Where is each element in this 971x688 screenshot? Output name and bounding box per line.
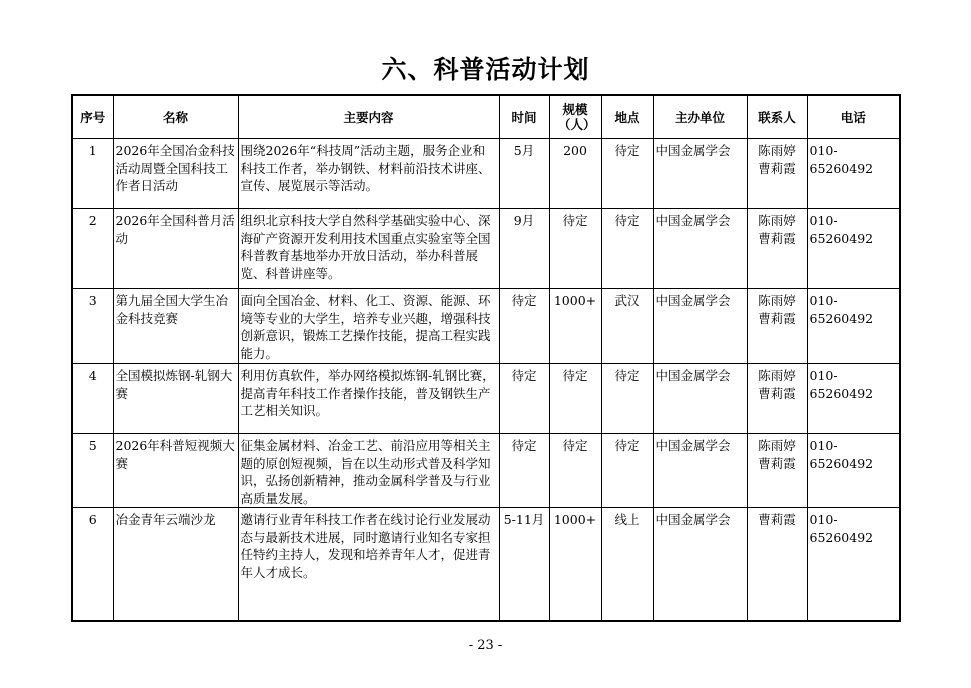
table-row: [72, 508, 900, 622]
cell-scale: 待定: [549, 209, 601, 289]
cell-place: 待定: [601, 364, 653, 434]
page-number: - 23 -: [468, 638, 503, 653]
cell-name: 2026年科普短视频大赛: [113, 434, 238, 508]
contact-name: 曹莉霞: [758, 385, 796, 401]
header-scale-text: 规模（人）: [558, 102, 596, 132]
cell-name: 冶金青年云端沙龙: [113, 508, 238, 622]
cell-name: 2026年全国科普月活动: [113, 209, 238, 289]
contact-name: 曹莉霞: [758, 160, 796, 176]
cell-time: 待定: [499, 434, 549, 508]
table-row: [72, 139, 900, 209]
contact-name: 陈雨婷: [758, 143, 796, 158]
cell-organizer: 中国金属学会: [653, 139, 747, 209]
cell-scale: 待定: [549, 364, 601, 434]
cell-place: 待定: [601, 209, 653, 289]
cell-no: 4: [72, 364, 113, 434]
table-row: [72, 364, 900, 434]
table-row: [72, 209, 900, 289]
contact-name: 曹莉霞: [758, 230, 796, 246]
header-phone: 电话: [807, 95, 900, 139]
cell-time: 5月: [499, 139, 549, 209]
cell-scale: 1000+: [549, 508, 601, 622]
cell-content: 面向全国冶金、材料、化工、资源、能源、环境等专业的大学生，培养专业兴趣，增强科技创新意识，锻炼工艺操作技能，提高工程实践能力。: [238, 289, 499, 364]
cell-place: 武汉: [601, 289, 653, 364]
cell-time: 待定: [499, 289, 549, 364]
cell-organizer: 中国金属学会: [653, 434, 747, 508]
cell-contact: [747, 289, 807, 364]
header-no: 序号: [72, 95, 113, 139]
header-scale: [549, 95, 601, 139]
header-contact: 联系人: [747, 95, 807, 139]
cell-phone: 010-65260492: [807, 508, 900, 622]
cell-time: 5-11月: [499, 508, 549, 622]
cell-no: 2: [72, 209, 113, 289]
cell-organizer: 中国金属学会: [653, 364, 747, 434]
cell-place: 待定: [601, 139, 653, 209]
cell-content: 围绕2026年“科技周”活动主题，服务企业和科技工作者，举办钢铁、材料前沿技术讲座、宣传、展览展示等活动。: [238, 139, 499, 209]
cell-scale: 200: [549, 139, 601, 209]
table-row: [72, 289, 900, 364]
cell-phone: 010-65260492: [807, 139, 900, 209]
cell-place: 线上: [601, 508, 653, 622]
contact-name: 曹莉霞: [758, 512, 796, 527]
cell-time: 9月: [499, 209, 549, 289]
contact-name: 陈雨婷: [758, 213, 796, 228]
cell-content: 征集金属材料、冶金工艺、前沿应用等相关主题的原创短视频，旨在以生动形式普及科学知识，弘扬创新精神，推动金属科学普及与行业高质量发展。: [238, 434, 499, 508]
contact-name: 陈雨婷: [758, 368, 796, 383]
contact-name: 曹莉霞: [758, 455, 796, 471]
cell-no: 1: [72, 139, 113, 209]
contact-name: 陈雨婷: [758, 438, 796, 453]
cell-content: 组织北京科技大学自然科学基础实验中心、深海矿产资源开发利用技术国重点实验室等全国科普教育基地举办开放日活动，举办科普展览、科普讲座等。: [238, 209, 499, 289]
header-time: 时间: [499, 95, 549, 139]
cell-time: 待定: [499, 364, 549, 434]
cell-content: 利用仿真软件，举办网络模拟炼钢-轧钢比赛，提高青年科技工作者操作技能，普及钢铁生产工艺相关知识。: [238, 364, 499, 434]
cell-phone: 010-65260492: [807, 289, 900, 364]
cell-content: 邀请行业青年科技工作者在线讨论行业发展动态与最新技术进展，同时邀请行业知名专家担任特约主持人，发现和培养青年人才，促进青年人才成长。: [238, 508, 499, 622]
cell-organizer: 中国金属学会: [653, 209, 747, 289]
page-title: 六、科普活动计划: [381, 55, 590, 84]
cell-phone: 010-65260492: [807, 364, 900, 434]
cell-scale: 待定: [549, 434, 601, 508]
cell-name: 全国模拟炼钢-轧钢大赛: [113, 364, 238, 434]
table-row: [72, 434, 900, 508]
header-organizer: 主办单位: [653, 95, 747, 139]
cell-contact: [747, 364, 807, 434]
cell-contact: [747, 139, 807, 209]
cell-no: 3: [72, 289, 113, 364]
cell-organizer: 中国金属学会: [653, 289, 747, 364]
cell-contact: [747, 209, 807, 289]
cell-organizer: 中国金属学会: [653, 508, 747, 622]
table-header-row: [72, 95, 900, 139]
cell-scale: 1000+: [549, 289, 601, 364]
contact-name: 曹莉霞: [758, 310, 796, 326]
cell-name: 第九届全国大学生冶金科技竞赛: [113, 289, 238, 364]
header-name: 名称: [113, 95, 238, 139]
cell-contact: [747, 508, 807, 622]
cell-place: 待定: [601, 434, 653, 508]
contact-name: 陈雨婷: [758, 293, 796, 308]
cell-contact: [747, 434, 807, 508]
activity-plan-table: [71, 94, 901, 622]
cell-no: 5: [72, 434, 113, 508]
header-content: 主要内容: [238, 95, 499, 139]
cell-phone: 010-65260492: [807, 209, 900, 289]
cell-name: 2026年全国冶金科技活动周暨全国科技工作者日活动: [113, 139, 238, 209]
cell-phone: 010-65260492: [807, 434, 900, 508]
cell-no: 6: [72, 508, 113, 622]
header-place: 地点: [601, 95, 653, 139]
